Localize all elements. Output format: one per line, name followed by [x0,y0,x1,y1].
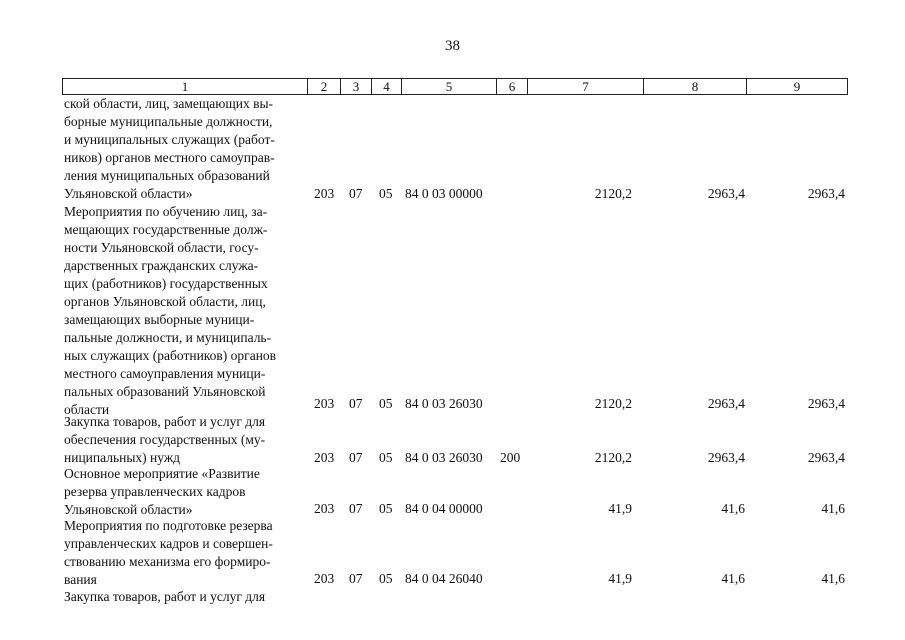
row-description [64,413,308,467]
text-line: управленческих кадров и совершен- [64,536,273,551]
row-description [64,588,308,606]
text-line: и муниципальных служащих (работ- [64,132,275,147]
cell-col6: 200 [500,450,521,465]
text-line: ниципальных) нужд [64,450,181,465]
cell-col7: 2120,2 [594,450,632,465]
cell-col8: 2963,4 [707,186,745,201]
text-line: резерва управленческих кадров [64,484,246,499]
header-col-3: 3 [341,79,372,94]
table-header [62,78,848,95]
cell-col2: 203 [314,571,335,586]
text-line: мещающих государственные долж- [64,222,268,237]
cell-col3: 07 [349,501,363,516]
header-col-9: 9 [793,79,801,94]
header-col-8: 8 [644,79,747,94]
cell-col4: 05 [379,396,393,411]
cell-col9: 41,6 [821,571,845,586]
text-line: борные муниципальные должности, [64,114,273,129]
text-line: ской области, лиц, замещающих вы- [64,96,274,111]
text-line: дарственных гражданских служа- [64,258,259,273]
cell-col8: 2963,4 [707,450,745,465]
row-description [64,465,308,519]
cell-col2: 203 [314,501,335,516]
cell-col7: 41,9 [608,571,632,586]
cell-col5: 84 0 03 26030 [405,450,483,465]
text-line: Основное мероприятие «Развитие [64,466,260,481]
cell-col2: 203 [314,450,335,465]
text-line: вания [64,572,97,587]
text-line: Мероприятия по подготовке резерва [64,518,273,533]
text-line: Закупка товаров, работ и услуг для [64,414,266,429]
cell-col5: 84 0 04 26040 [405,571,483,586]
cell-col2: 203 [314,396,335,411]
cell-col9: 41,6 [821,501,845,516]
cell-col3: 07 [349,186,363,201]
cell-col9: 2963,4 [807,450,845,465]
cell-col3: 07 [349,396,363,411]
text-line: щих (работников) государственных [64,276,268,291]
cell-col9: 2963,4 [807,186,845,201]
cell-col8: 41,6 [721,571,745,586]
header-col-4: 4 [372,79,402,94]
header-col-7: 7 [528,79,644,94]
text-line: ления муниципальных образований [64,168,270,183]
header-col-1: 1 [63,79,308,94]
text-line: ствованию механизма его формиро- [64,554,271,569]
text-line: ности Ульяновской области, госу- [64,240,259,255]
row-description [64,203,308,419]
text-line: Мероприятия по обучению лиц, за- [64,204,268,219]
text-line: Ульяновской области» [64,502,193,517]
text-line: пальные должности, и муниципаль- [64,330,272,345]
cell-col3: 07 [349,450,363,465]
cell-col2: 203 [314,186,335,201]
text-line: пальных образований Ульяновской [64,384,266,399]
text-line: ников) органов местного самоуправ- [64,150,275,165]
row-description [64,95,308,203]
cell-col3: 07 [349,571,363,586]
text-line: области [64,402,110,417]
cell-col7: 2120,2 [594,186,632,201]
cell-col5: 84 0 04 00000 [405,501,483,516]
text-line: местного самоуправления муници- [64,366,266,381]
cell-col4: 05 [379,571,393,586]
text-line: ных служащих (работников) органов [64,348,277,363]
row-description [64,517,308,589]
cell-col9: 2963,4 [807,396,845,411]
cell-col8: 2963,4 [707,396,745,411]
text-line: органов Ульяновской области, лиц, [64,294,266,309]
cell-col4: 05 [379,186,393,201]
text-line: Ульяновской области» [64,186,193,201]
cell-col7: 2120,2 [594,396,632,411]
cell-col5: 84 0 03 26030 [405,396,483,411]
header-col-5: 5 [402,79,497,94]
page-number: 38 [445,38,460,54]
cell-col4: 05 [379,450,393,465]
cell-col8: 41,6 [721,501,745,516]
cell-col4: 05 [379,501,393,516]
text-line: обеспечения государственных (му- [64,432,266,447]
text-line: Закупка товаров, работ и услуг для [64,589,266,604]
header-col-2: 2 [308,79,341,94]
cell-col7: 41,9 [608,501,632,516]
text-line: замещающих выборные муници- [64,312,255,327]
cell-col5: 84 0 03 00000 [405,186,483,201]
header-col-6: 6 [497,79,528,94]
